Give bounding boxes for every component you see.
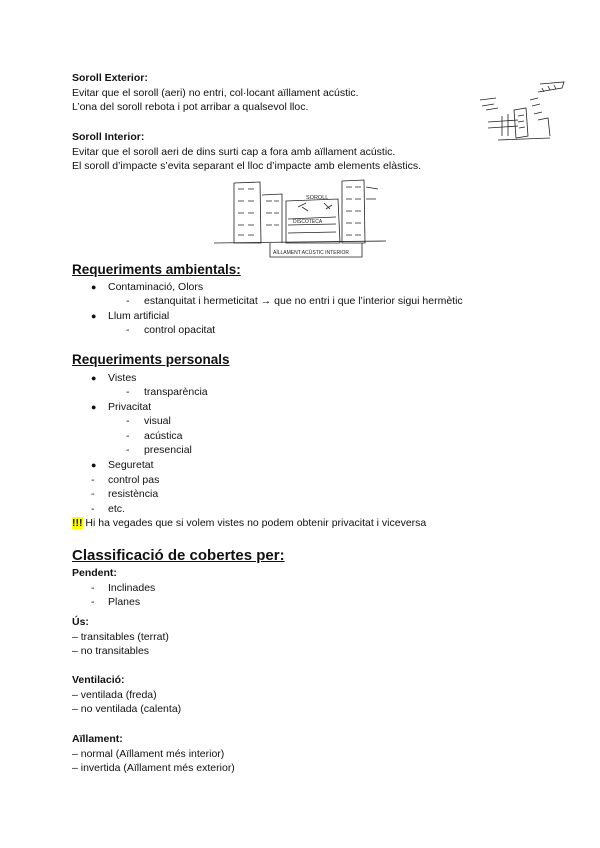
dash-icon: - xyxy=(126,415,130,427)
req-personals-dash2: resistència xyxy=(108,488,159,500)
warning-mark: !!! xyxy=(72,517,83,529)
soroll-exterior-line2: L’ona del soroll rebota i pot arribar a qualsevol lloc. xyxy=(72,101,309,113)
pendent-item2: Planes xyxy=(108,596,141,608)
dash-icon: - xyxy=(126,444,130,456)
pendent-heading: Pendent: xyxy=(72,567,117,579)
dash-icon: - xyxy=(91,474,95,486)
req-ambientals-item2-sub: control opacitat xyxy=(144,324,216,336)
privacy-note xyxy=(72,517,426,530)
exterior-sound-sketch xyxy=(478,80,568,146)
sketch-label-bottom: AÏLLAMENT ACÚSTIC INTERIOR xyxy=(273,250,350,256)
req-ambientals-item1-sub: estanquitat i hermeticitat → que no entri i que l’interior sigui hermètic xyxy=(144,295,463,307)
req-personals-item1-sub: transparència xyxy=(144,386,208,398)
soroll-interior-line2: El soroll d’impacte s’evita separant el lloc d’impacte amb elements elàstics. xyxy=(72,160,421,172)
bullet-icon: ● xyxy=(91,460,97,470)
aillament-item1: – normal (Aïllament més interior) xyxy=(72,748,225,760)
sketch-label-soroll: SOROLL xyxy=(306,195,329,201)
req-personals-item3: Seguretat xyxy=(108,459,154,471)
sketch-label-discoteca: DISCOTECA xyxy=(293,219,323,225)
dash-icon: - xyxy=(126,324,130,336)
interior-sound-sketch xyxy=(214,177,386,259)
req-ambientals-item1: Contaminació, Olors xyxy=(108,281,204,293)
us-item2: – no transitables xyxy=(72,645,150,657)
req-personals-item1: Vistes xyxy=(108,372,137,384)
bullet-icon: ● xyxy=(91,311,97,321)
dash-icon: - xyxy=(91,503,95,515)
classificacio-heading: Classificació de cobertes per: xyxy=(72,547,285,564)
req-personals-heading: Requeriments personals xyxy=(72,352,230,367)
aillament-heading: Aïllament: xyxy=(72,733,123,745)
soroll-interior-heading: Soroll Interior: xyxy=(72,131,145,143)
bullet-icon: ● xyxy=(91,282,97,292)
dash-icon: - xyxy=(91,596,95,608)
bullet-icon: ● xyxy=(91,373,97,383)
dash-icon: - xyxy=(126,295,130,307)
req-ambientals-item2: Llum artificial xyxy=(108,310,170,322)
dash-icon: - xyxy=(91,582,95,594)
bullet-icon: ● xyxy=(91,402,97,412)
soroll-exterior-line1: Evitar que el soroll (aeri) no entri, col·locant aïllament acústic. xyxy=(72,87,359,99)
req-personals-item2: Privacitat xyxy=(108,401,152,413)
req-personals-dash3: etc. xyxy=(108,503,125,515)
req-ambientals-heading: Requeriments ambientals: xyxy=(72,262,241,277)
pendent-item1: Inclinades xyxy=(108,582,156,594)
aillament-item2: – invertida (Aïllament més exterior) xyxy=(72,762,235,774)
ventilacio-item2: – no ventilada (calenta) xyxy=(72,703,182,715)
dash-icon: - xyxy=(126,430,130,442)
req-personals-item2-sub1: visual xyxy=(144,415,171,427)
privacy-note-text: Hi ha vegades que si volem vistes no podem obtenir privacitat i viceversa xyxy=(82,517,427,529)
req-personals-item2-sub2: acústica xyxy=(144,430,183,442)
us-heading: Ús: xyxy=(72,616,89,628)
dash-icon: - xyxy=(126,386,130,398)
soroll-exterior-heading: Soroll Exterior: xyxy=(72,72,148,84)
ventilacio-heading: Ventilació: xyxy=(72,674,125,686)
soroll-interior-line1: Evitar que el soroll aeri de dins surti cap a fora amb aïllament acústic. xyxy=(72,146,396,158)
dash-icon: - xyxy=(91,488,95,500)
req-personals-item2-sub3: presencial xyxy=(144,444,192,456)
ventilacio-item1: – ventilada (freda) xyxy=(72,689,157,701)
req-personals-dash1: control pas xyxy=(108,474,160,486)
us-item1: – transitables (terrat) xyxy=(72,631,169,643)
